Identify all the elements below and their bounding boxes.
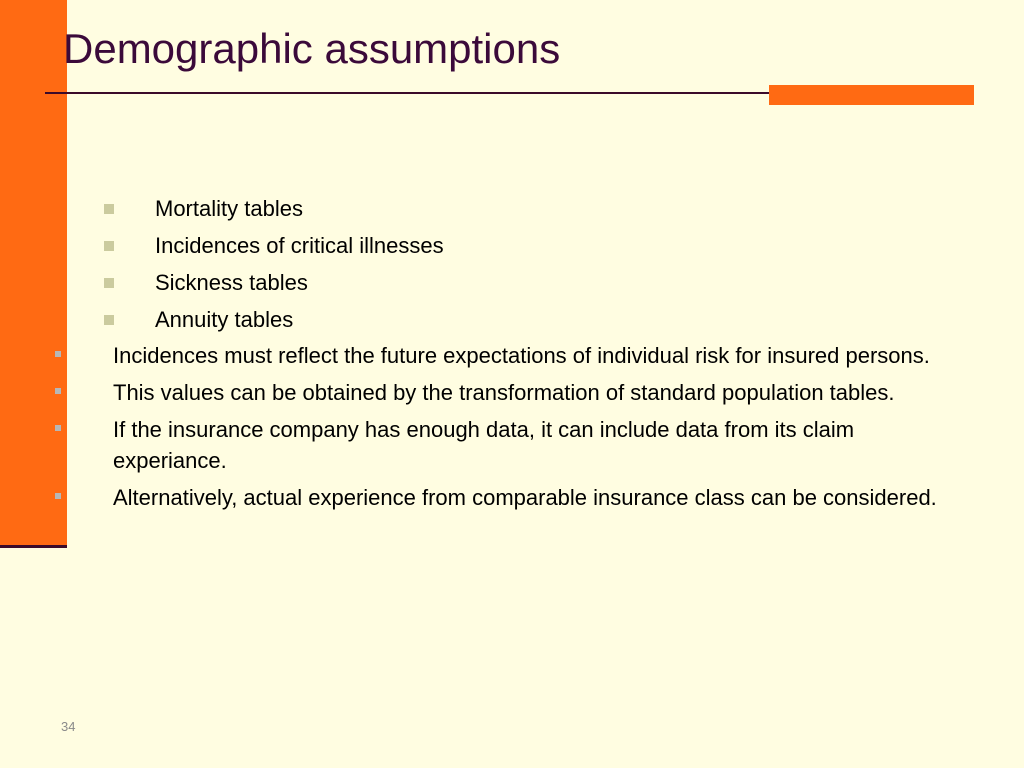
- main-item-text: If the insurance company has enough data, it can include data from its claim experiance.: [113, 417, 855, 473]
- sub-list-item: [104, 194, 444, 224]
- sub-item-text: Mortality tables: [155, 196, 303, 221]
- sub-item-text: Incidences of critical illnesses: [155, 233, 444, 258]
- sub-list-item: [104, 305, 444, 335]
- square-bullet-icon: [55, 425, 61, 431]
- sub-item-text: Annuity tables: [155, 307, 294, 332]
- square-bullet-icon: [104, 278, 114, 288]
- square-bullet-icon: [104, 315, 114, 325]
- sub-item-text: Sickness tables: [155, 270, 308, 295]
- page-number: 34: [61, 719, 76, 734]
- sub-list-item: [104, 268, 444, 298]
- square-bullet-icon: [104, 241, 114, 251]
- sub-list-item: [104, 231, 444, 261]
- left-bar-underline: [0, 545, 67, 548]
- main-bullet-list: [55, 340, 955, 519]
- main-list-item: [55, 482, 955, 513]
- square-bullet-icon: [55, 493, 61, 499]
- sub-bullet-list: [104, 194, 444, 342]
- square-bullet-icon: [55, 351, 61, 357]
- title-accent-block: [769, 85, 974, 105]
- slide-title: Demographic assumptions: [63, 25, 561, 72]
- main-item-text: This values can be obtained by the transformation of standard population tables.: [113, 380, 895, 405]
- main-list-item: [55, 340, 955, 371]
- main-list-item: [55, 377, 955, 408]
- square-bullet-icon: [55, 388, 61, 394]
- square-bullet-icon: [104, 204, 114, 214]
- main-item-text: Alternatively, actual experience from comparable insurance class can be considered.: [113, 485, 937, 510]
- main-list-item: [55, 414, 955, 476]
- main-item-text: Incidences must reflect the future expectations of individual risk for insured persons.: [113, 343, 930, 368]
